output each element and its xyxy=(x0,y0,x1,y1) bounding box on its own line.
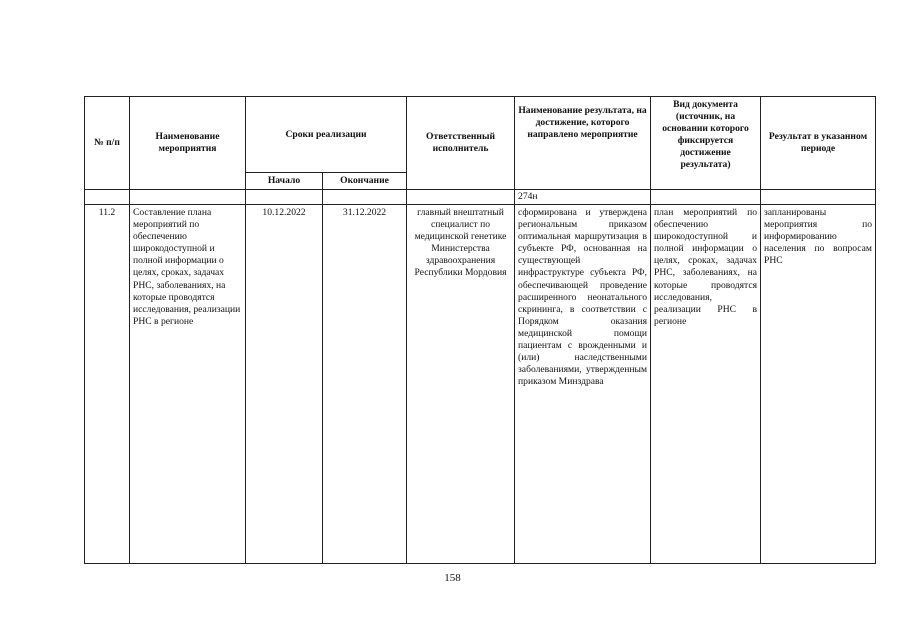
header-end: Окончание xyxy=(323,173,407,190)
header-name: Наименование мероприятия xyxy=(130,97,246,190)
row-result-period: запланированы мероприятия по информированию населения по вопросам РНС xyxy=(761,205,876,564)
row-doc-type: план мероприятий по обеспечению широкодоступной и полной информации о целях, сроках, задачах РНС, заболеваниях, на которые проводятся исследования, реализации РНС в регионе xyxy=(651,205,761,564)
table-row xyxy=(85,205,876,564)
header-result-name: Наименование результата, на достижение, которого направлено мероприятие xyxy=(515,97,651,190)
header-result-period: Результат в указанном периоде xyxy=(761,97,876,190)
row-num: 11.2 xyxy=(85,205,130,564)
header-doc-type: Вид документа (источник, на основании которого фиксируется достижение результата) xyxy=(651,97,761,190)
continuation-row xyxy=(85,190,876,205)
row-start: 10.12.2022 xyxy=(246,205,323,564)
row-result-name: сформирована и утверждена региональным приказом оптимальная маршрутизация в субъекте РФ, основанная на существующей инфраструктуре субъекта РФ, обеспечивающей проведение расширенного неонатального скрининга, в соответствии с Порядком оказания медицинской помощи пациентам с врожденными и (или) наследственными заболеваниями, утвержденным приказом Минздрава xyxy=(515,205,651,564)
cont-end xyxy=(323,190,407,205)
header-num: № п/п xyxy=(85,97,130,190)
header-executor: Ответственный исполнитель xyxy=(407,97,515,190)
cont-doc-type xyxy=(651,190,761,205)
cont-result-period xyxy=(761,190,876,205)
header-terms: Сроки реализации xyxy=(246,97,407,173)
row-name: Составление плана мероприятий по обеспечению широкодоступной и полной информации о целях, сроках, задачах РНС, заболеваниях, на которые проводятся исследования, реализации РНС в регионе xyxy=(130,205,246,564)
row-executor: главный внештатный специалист по медицинской генетике Министерства здравоохранения Республики Мордовия xyxy=(407,205,515,564)
page-number: 158 xyxy=(444,572,461,584)
cont-executor xyxy=(407,190,515,205)
cont-result-name: 274н xyxy=(515,190,651,205)
row-end: 31.12.2022 xyxy=(323,205,407,564)
cont-start xyxy=(246,190,323,205)
cont-num xyxy=(85,190,130,205)
cont-name xyxy=(130,190,246,205)
plan-table xyxy=(84,96,876,564)
header-start: Начало xyxy=(246,173,323,190)
